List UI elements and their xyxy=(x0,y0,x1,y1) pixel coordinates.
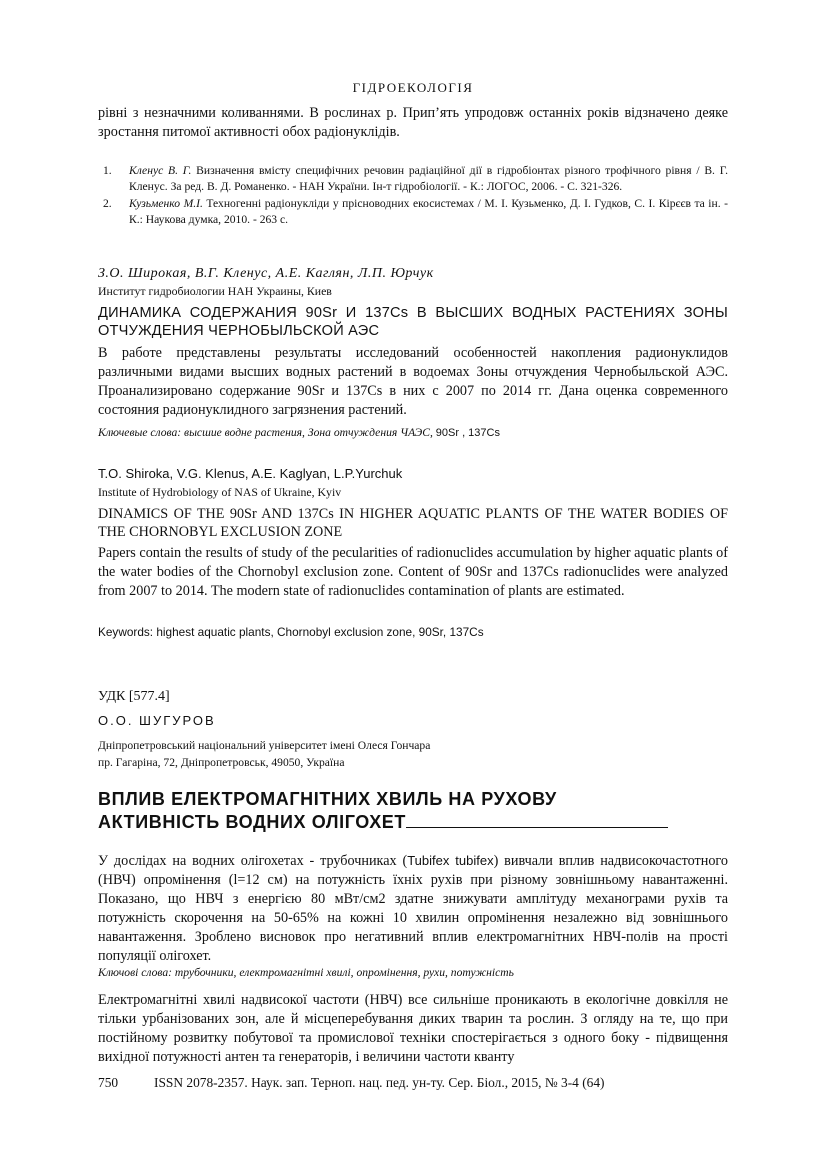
article-title-line-2 xyxy=(98,811,738,834)
reference-text: Техногенні радіонукліди у прісноводних екосистемах / М. І. Кузьменко, Д. І. Гудков, С. І. Кірєєв та ін. - К.: Наукова думка, 2010. - 263 с. xyxy=(129,197,728,226)
reference-item xyxy=(103,196,728,228)
ru-keywords xyxy=(98,426,500,439)
en-abstract-text: Papers contain the results of study of the pecularities of radionuclides accumulation by higher aquatic plants of the water bodies of the Chornobyl exclusion zone. Content of 90Sr and 137Cs radionuclides were analyzed from 2007 to 2014. The modern state of radionuclides contamination of plants are estimated. xyxy=(98,545,728,599)
ru-keywords-list: : высшие водне растения, Зона отчуждения ЧАЭС, xyxy=(177,426,436,439)
udk-code: УДК [577.4] xyxy=(98,689,170,704)
affiliation-line: пр. Гагаріна, 72, Дніпропетровськ, 49050, Україна xyxy=(98,756,345,769)
article-body-text: Електромагнітні хвилі надвисокої частоти (НВЧ) все сильніше проникають в екологічне довкілля не тільки урбанізованих зон, але й місцеперебування диких тварин та рослин. З огляду на те, що при постійному розвитку побутової та промислової техніки спостерігається з одного боку - підвищення вихідної потужності антен та генераторів, і величини частоти кванту xyxy=(98,992,728,1065)
en-authors: T.O. Shiroka, V.G. Klenus, A.E. Kaglyan, L.P.Yurchuk xyxy=(98,466,403,481)
ru-keywords-isotopes: 90Sr , 137Cs xyxy=(435,427,500,439)
journal-citation: ISSN 2078-2357. Наук. зап. Терноп. нац. пед. ун-ту. Сер. Біол., 2015, № 3-4 (64) xyxy=(154,1075,605,1090)
intro-paragraph: рівні з незначними коливаннями. В рослинах р. Прип’ять упродовж останніх років відзначено деяке зростання питомої активності обох радіонуклідів. xyxy=(98,105,728,140)
abstract-species: Tubifex tubifex xyxy=(407,853,494,868)
reference-number: 2. xyxy=(103,197,112,210)
article-title-text: АКТИВНІСТЬ ВОДНИХ ОЛІГОХЕТ xyxy=(98,812,407,832)
reference-author: Кузьменко М.І. xyxy=(129,197,203,210)
affiliation-line: Дніпропетровський національний університет імені Олеся Гончара xyxy=(98,739,431,752)
abstract-text: ) вивчали вплив надвисокочастотного (НВЧ) опромінення (l=12 см) на потужність їхніх рухів при різному зовнішньому навантаженні. Показано, що НВЧ з енергією 80 мВт/см2 здатне знижувати амплітуду механограми рухів та потужність скорочення на 50-65% на кожні 10 хвилин опромінення незалежно від зовнішнього навантаження. Зроблено висновок про негативний вплив електромагнітних НВЧ-полів на прості популяції олігохет. xyxy=(98,853,728,964)
en-institution: Institute of Hydrobiology of NAS of Ukraine, Kyiv xyxy=(98,485,342,499)
reference-text: Визначення вмісту специфічних речовин радіаційної дії в гідробіонтах різного трофічного рівня / В. Г. Кленус. За ред. В. Д. Романенко. - НАН України. Ін-т гідробіології. - К.: ЛОГОС, 2006. - С. 321-326. xyxy=(129,164,729,193)
running-head: ГІДРОЕКОЛОГІЯ xyxy=(352,80,474,95)
page-footer xyxy=(98,1075,605,1091)
article-title xyxy=(98,788,738,834)
ru-authors: З.О. Широкая, В.Г. Кленус, А.Е. Каглян, Л.П. Юрчук xyxy=(98,266,434,281)
ru-title: ДИНАМИКА СОДЕРЖАНИЯ 90Sr И 137Cs В ВЫСШИХ ВОДНЫХ РАСТЕНИЯХ ЗОНЫ ОТЧУЖДЕНИЯ ЧЕРНОБЫЛЬСКОЙ АЭС xyxy=(98,305,728,339)
en-title: DINAMICS OF THE 90Sr AND 137Cs IN HIGHER AQUATIC PLANTS OF THE WATER BODIES OF THE CHORNOBYL EXCLUSION ZONE xyxy=(98,506,728,540)
reference-item xyxy=(103,163,728,195)
article-author: О.О. ШУГУРОВ xyxy=(98,713,216,728)
reference-author: Кленус В. Г. xyxy=(129,164,192,177)
title-underline-rule xyxy=(406,813,668,828)
ru-institution: Институт гидробиологии НАН Украины, Киев xyxy=(98,284,332,298)
ru-abstract-text: В работе представлены результаты исследований особенностей накопления радионуклидов различными видами высших водных растений в водоемах Зоны отчуждения Чернобыльской АЭС. Проанализировано содержание 90Sr и 137Cs в них с 2007 по 2014 гг. Дана оценка современного состояния радионуклидного загрязнения растений. xyxy=(98,345,728,418)
reference-number: 1. xyxy=(103,164,112,177)
abstract-text: У дослідах на водних олігохетах - трубочниках ( xyxy=(98,853,408,869)
reference-list xyxy=(103,163,728,229)
article-title-line: ВПЛИВ ЕЛЕКТРОМАГНІТНИХ ХВИЛЬ НА РУХОВУ xyxy=(98,789,557,809)
en-keywords: Keywords: highest aquatic plants, Chornobyl exclusion zone, 90Sr, 137Cs xyxy=(98,625,484,639)
article-keywords: Ключові слова: трубочники, електромагнітні хвилі, опромінення, рухи, потужність xyxy=(98,966,514,979)
page-number: 750 xyxy=(98,1075,119,1090)
article-abstract xyxy=(98,851,728,966)
ru-keywords-label: Ключевые слова xyxy=(98,426,178,439)
article-affiliation xyxy=(98,737,430,771)
